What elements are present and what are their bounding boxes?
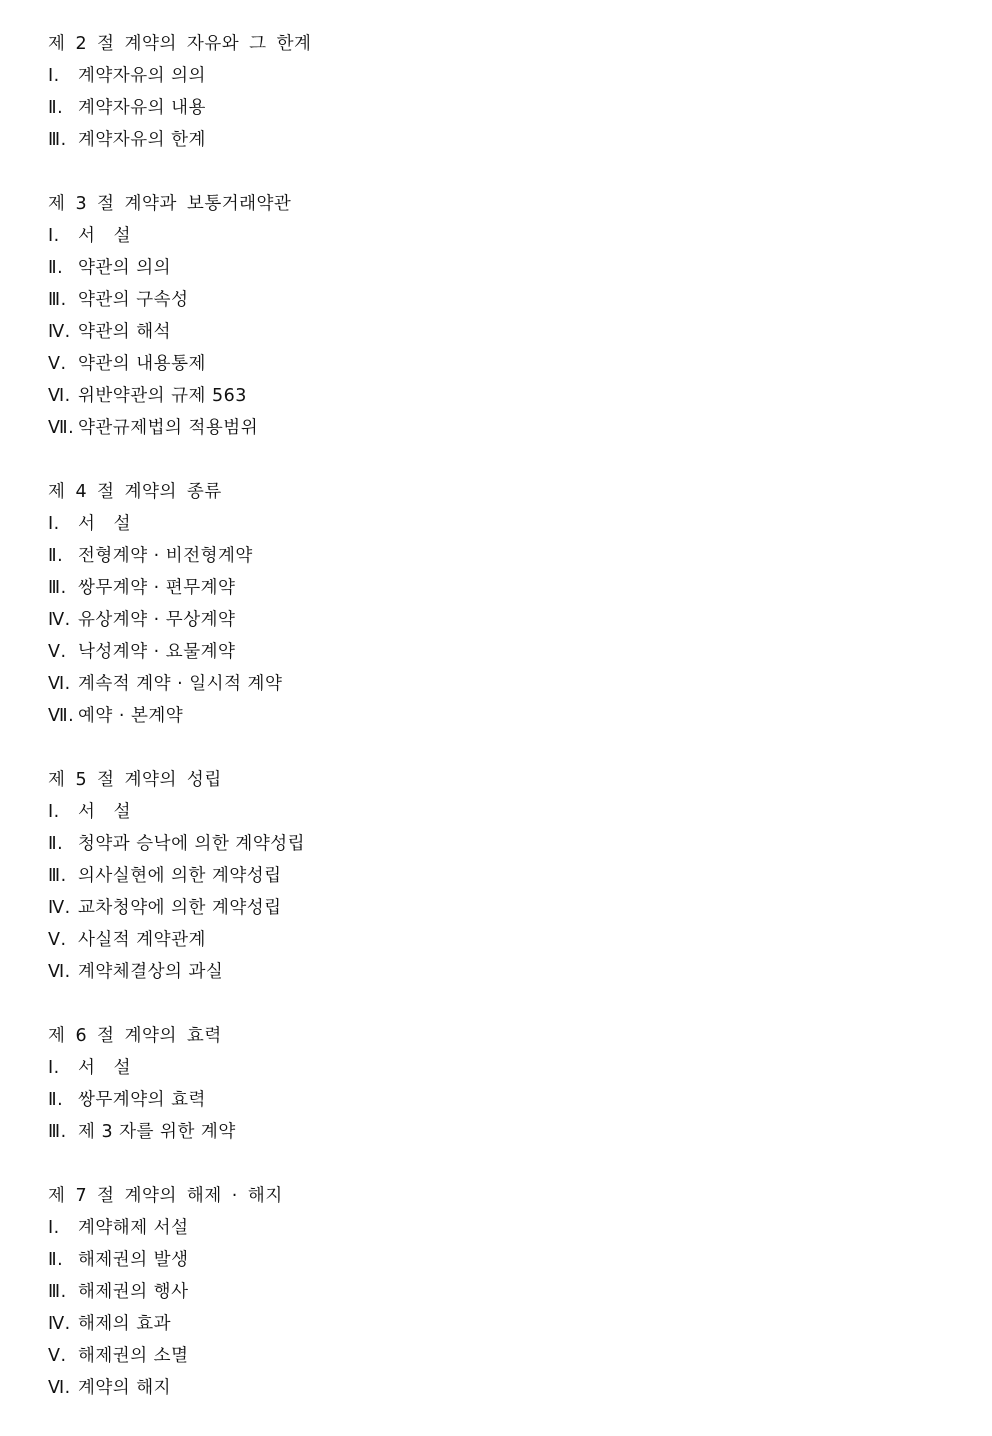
item-text: 낙성계약 · 요물계약 (78, 642, 236, 662)
item-number: Ⅲ. (48, 1282, 67, 1302)
section-heading: 제 2 절 계약의 자유와 그 한계 (48, 34, 312, 54)
item-number: Ⅵ. (48, 674, 71, 694)
list-item (48, 1276, 948, 1308)
list-item (48, 668, 948, 700)
item-text: 의사실현에 의한 계약성립 (78, 866, 282, 886)
item-number: Ⅴ. (48, 354, 67, 374)
item-text: 계약자유의 의의 (78, 66, 206, 86)
item-text: 사실적 계약관계 (78, 930, 206, 950)
item-number: Ⅱ. (48, 98, 64, 118)
list-item (48, 924, 948, 956)
item-number: Ⅱ. (48, 1250, 64, 1270)
item-text: 해제의 효과 (78, 1314, 172, 1334)
item-text: 약관의 해석 (78, 322, 172, 342)
list-item (48, 1084, 948, 1116)
item-text: 예약 · 본계약 (78, 706, 184, 726)
item-number: Ⅳ. (48, 610, 71, 630)
list-item (48, 316, 948, 348)
list-item (48, 508, 948, 540)
list-item (48, 1372, 948, 1404)
list-item (48, 636, 948, 668)
section-3 (48, 188, 948, 444)
list-item (48, 1116, 948, 1148)
item-text: 약관의 내용통제 (78, 354, 206, 374)
item-number: Ⅳ. (48, 322, 71, 342)
section-heading: 제 6 절 계약의 효력 (48, 1026, 222, 1046)
list-item (48, 380, 948, 412)
item-number: Ⅰ. (48, 1058, 60, 1078)
item-number: Ⅶ. (48, 706, 75, 726)
item-number: Ⅴ. (48, 1346, 67, 1366)
list-item (48, 1052, 948, 1084)
list-item (48, 412, 948, 444)
item-text: 제 3 자를 위한 계약 (78, 1122, 236, 1142)
list-item (48, 1340, 948, 1372)
list-item (48, 860, 948, 892)
item-number: Ⅰ. (48, 1218, 60, 1238)
item-text: 해제권의 발생 (78, 1250, 189, 1270)
list-item (48, 124, 948, 156)
list-item (48, 284, 948, 316)
item-text: 계약자유의 내용 (78, 98, 206, 118)
list-item (48, 540, 948, 572)
list-item (48, 1212, 948, 1244)
item-text: 계속적 계약 · 일시적 계약 (78, 674, 283, 694)
item-text: 쌍무계약 · 편무계약 (78, 578, 236, 598)
item-text: 해제권의 행사 (78, 1282, 189, 1302)
item-text: 해제권의 소멸 (78, 1346, 189, 1366)
list-item (48, 348, 948, 380)
item-number: Ⅵ. (48, 386, 71, 406)
list-item (48, 92, 948, 124)
item-text: 계약해제 서설 (78, 1218, 189, 1238)
list-item (48, 1244, 948, 1276)
list-item (48, 604, 948, 636)
item-text: 계약의 해지 (78, 1378, 172, 1398)
item-number: Ⅱ. (48, 834, 64, 854)
item-number: Ⅱ. (48, 546, 64, 566)
item-number: Ⅵ. (48, 962, 71, 982)
item-number: Ⅰ. (48, 226, 60, 246)
item-number: Ⅳ. (48, 1314, 71, 1334)
item-text: 전형계약 · 비전형계약 (78, 546, 253, 566)
item-text: 유상계약 · 무상계약 (78, 610, 236, 630)
item-text: 쌍무계약의 효력 (78, 1090, 206, 1110)
item-text: 청약과 승낙에 의한 계약성립 (78, 834, 306, 854)
item-text: 서 설 (78, 514, 131, 534)
item-text: 교차청약에 의한 계약성립 (78, 898, 282, 918)
item-number: Ⅲ. (48, 578, 67, 598)
section-5 (48, 764, 948, 988)
item-text: 서 설 (78, 226, 131, 246)
item-number: Ⅴ. (48, 930, 67, 950)
item-number: Ⅲ. (48, 866, 67, 886)
list-item (48, 572, 948, 604)
item-number: Ⅲ. (48, 130, 67, 150)
item-number: Ⅲ. (48, 1122, 67, 1142)
section-6 (48, 1020, 948, 1148)
item-text: 계약자유의 한계 (78, 130, 206, 150)
section-heading: 제 3 절 계약과 보통거래약관 (48, 194, 292, 214)
section-heading: 제 7 절 계약의 해제 · 해지 (48, 1186, 283, 1206)
item-number: Ⅰ. (48, 802, 60, 822)
item-text: 서 설 (78, 802, 131, 822)
item-number: Ⅲ. (48, 290, 67, 310)
item-number: Ⅶ. (48, 418, 75, 438)
item-number: Ⅱ. (48, 258, 64, 278)
table-of-contents (48, 28, 948, 1436)
list-item (48, 828, 948, 860)
item-text: 약관의 의의 (78, 258, 172, 278)
item-number: Ⅳ. (48, 898, 71, 918)
list-item (48, 60, 948, 92)
list-item (48, 700, 948, 732)
item-number: Ⅰ. (48, 514, 60, 534)
item-number: Ⅵ. (48, 1378, 71, 1398)
item-number: Ⅱ. (48, 1090, 64, 1110)
section-7 (48, 1180, 948, 1404)
list-item (48, 956, 948, 988)
section-2 (48, 28, 948, 156)
list-item (48, 796, 948, 828)
list-item (48, 220, 948, 252)
section-heading: 제 5 절 계약의 성립 (48, 770, 222, 790)
list-item (48, 892, 948, 924)
section-4 (48, 476, 948, 732)
list-item (48, 252, 948, 284)
item-number: Ⅴ. (48, 642, 67, 662)
item-text: 서 설 (78, 1058, 131, 1078)
section-heading: 제 4 절 계약의 종류 (48, 482, 222, 502)
item-text: 약관의 구속성 (78, 290, 189, 310)
item-text: 약관규제법의 적용범위 (78, 418, 259, 438)
item-text: 위반약관의 규제 563 (78, 386, 247, 406)
list-item (48, 1308, 948, 1340)
item-text: 계약체결상의 과실 (78, 962, 224, 982)
item-number: Ⅰ. (48, 66, 60, 86)
